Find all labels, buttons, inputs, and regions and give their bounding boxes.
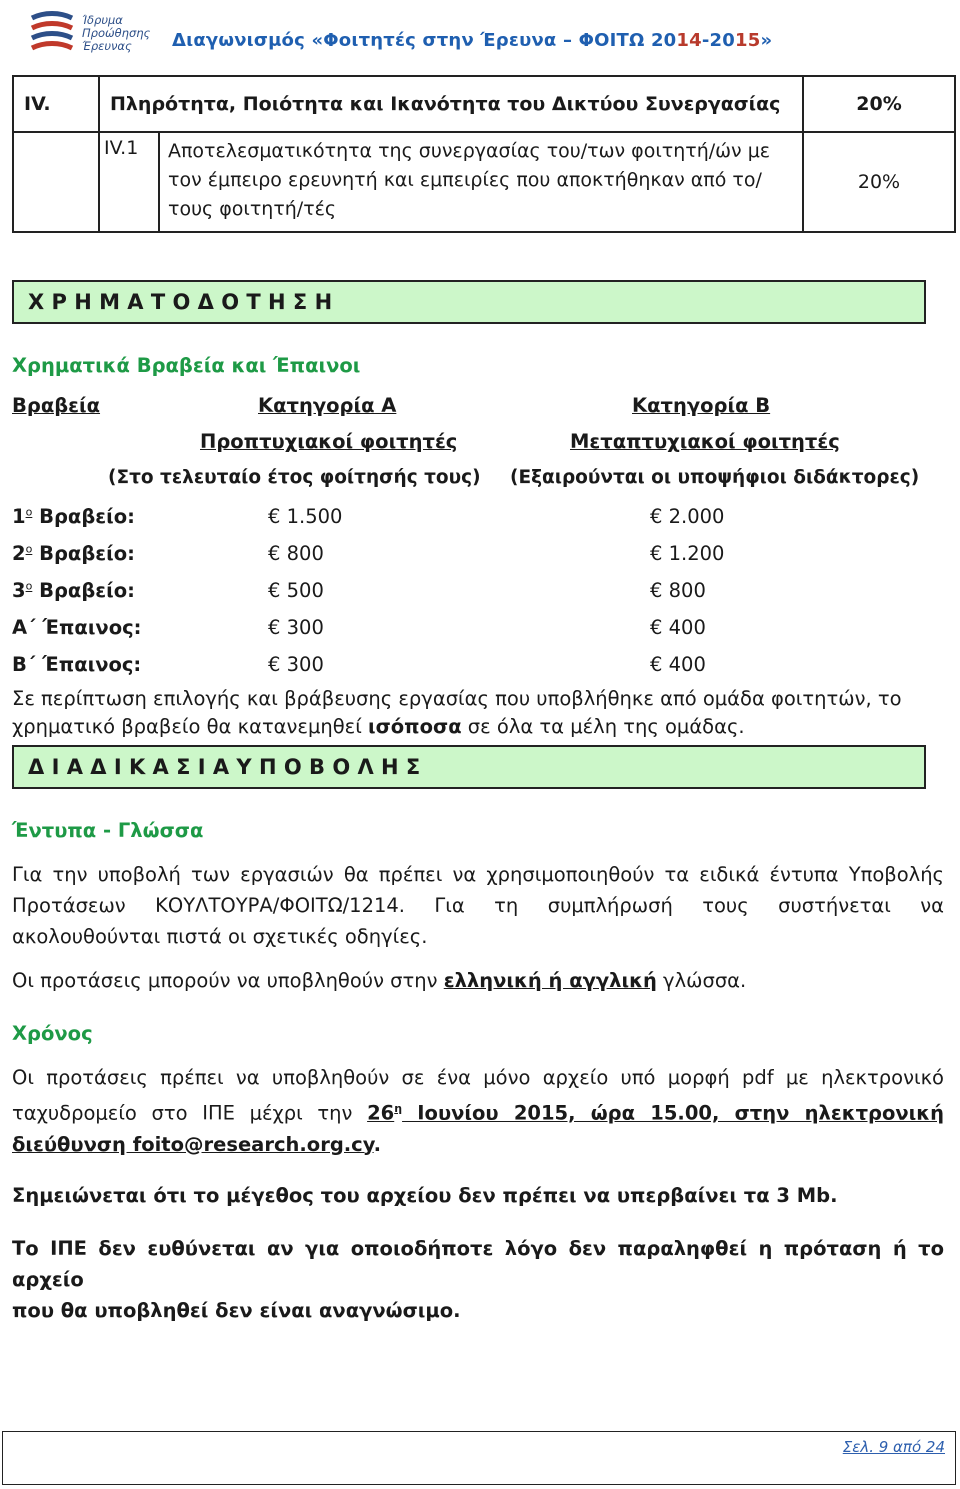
criteria-number: IV.: [13, 76, 99, 132]
criteria-sub-percentage: 20%: [803, 132, 955, 232]
category-a-note: (Στο τελευταίο έτος φοίτησής τους): [108, 467, 481, 488]
euro-icon: €: [268, 653, 281, 676]
category-a-header: Κατηγορία Α: [258, 394, 397, 417]
euro-icon: €: [650, 653, 663, 676]
category-b-header: Κατηγορία Β: [632, 394, 771, 417]
criteria-subrow: [13, 132, 955, 232]
header-title: Διαγωνισμός «Φοιτητές στην Έρευνα – ΦΟΙΤΩ 2014-2015»: [172, 30, 773, 51]
section-bar-funding: Χ Ρ Η Μ Α Τ Ο Δ Ο Τ Η Σ Η: [12, 280, 926, 324]
euro-icon: €: [650, 542, 663, 565]
awards-col-header: Βραβεία: [12, 394, 101, 417]
forms-paragraph: Για την υποβολή των εργασιών θα πρέπει να χρησιμοποιηθούν τα ειδικά έντυπα Υποβολής Προτάσεων ΚΟΥΛΤΟΥΡΑ/ΦΟΙΤΩ/1214. Για τη συμπλήρωσή τους συστήνεται να ακολουθούνται πιστά οι σχετικές οδηγίες.: [12, 863, 944, 948]
criteria-table: [12, 75, 956, 233]
euro-icon: €: [650, 616, 663, 639]
category-b-note: (Εξαιρούνται οι υποψήφιοι διδάκτορες): [510, 467, 920, 488]
awards-subtitle: Χρηματικά Βραβεία και Έπαινοι: [12, 354, 361, 377]
page-number: Σελ. 9 από 24: [842, 1438, 945, 1456]
euro-icon: €: [268, 505, 281, 528]
responsibility-note: Το ΙΠΕ δεν ευθύνεται αν για οποιοδήποτε λόγο δεν παραληφθεί η πρόταση ή το αρχείο που θα υποβληθεί δεν είναι αναγνώσιμο.: [12, 1237, 944, 1322]
criteria-sub-number: IV.1: [104, 137, 139, 159]
euro-icon: €: [268, 616, 281, 639]
euro-icon: €: [268, 579, 281, 602]
criteria-percentage: 20%: [803, 76, 955, 132]
criteria-label: Πληρότητα, Ποιότητα και Ικανότητα του Δικτύου Συνεργασίας: [99, 76, 803, 132]
forms-heading: Έντυπα - Γλώσσα: [12, 819, 204, 842]
criteria-sub-label: Αποτελεσματικότητα της συνεργασίας του/των φοιτητή/ών με τον έμπειρο ερευνητή και εμπειρίες που αποκτήθηκαν από το/τους φοιτητή/τές: [158, 133, 802, 231]
ipe-logo-text: Ίδρυμα Προώθησης Έρευνας: [82, 13, 151, 53]
category-a-subheader: Προπτυχιακοί φοιτητές: [200, 430, 458, 453]
ipe-logo-mark: [26, 10, 78, 58]
section-bar-submission: Δ Ι Α Δ Ι Κ Α Σ Ι Α Υ Π Ο Β Ο Λ Η Σ: [12, 745, 926, 789]
group-award-note: Σε περίπτωση επιλογής και βράβευσης εργασίας που υποβλήθηκε από ομάδα φοιτητών, το χρηματικό βραβείο θα κατανεμηθεί ισόποσα σε όλα τα μέλη της ομάδας.: [12, 687, 902, 738]
file-size-note: Σημειώνεται ότι το μέγεθος του αρχείου δεν πρέπει να υπερβαίνει τα 3 Mb.: [12, 1184, 838, 1207]
time-heading: Χρόνος: [12, 1022, 93, 1045]
euro-icon: €: [650, 579, 663, 602]
category-b-subheader: Μεταπτυχιακοί φοιτητές: [570, 430, 840, 453]
deadline-paragraph: Οι προτάσεις πρέπει να υποβληθούν σε ένα μόνο αρχείο υπό μορφή pdf με ηλεκτρονικό ταχυδρομείο στο ΙΠΕ μέχρι την $26^\eta$ Ιουνίου 2015, ώρα 15.00, στην ηλεκτρονική διεύθυνση foito@research.org.cy.: [12, 1066, 945, 1156]
submission-email-link[interactable]: διεύθυνση foito@research.org.cy: [12, 1132, 374, 1156]
euro-icon: €: [268, 542, 281, 565]
euro-icon: €: [650, 505, 663, 528]
language-paragraph: Οι προτάσεις μπορούν να υποβληθούν στην ελληνική ή αγγλική γλώσσα.: [12, 969, 747, 992]
page-footer: [2, 1431, 956, 1485]
criteria-row: [13, 76, 955, 132]
